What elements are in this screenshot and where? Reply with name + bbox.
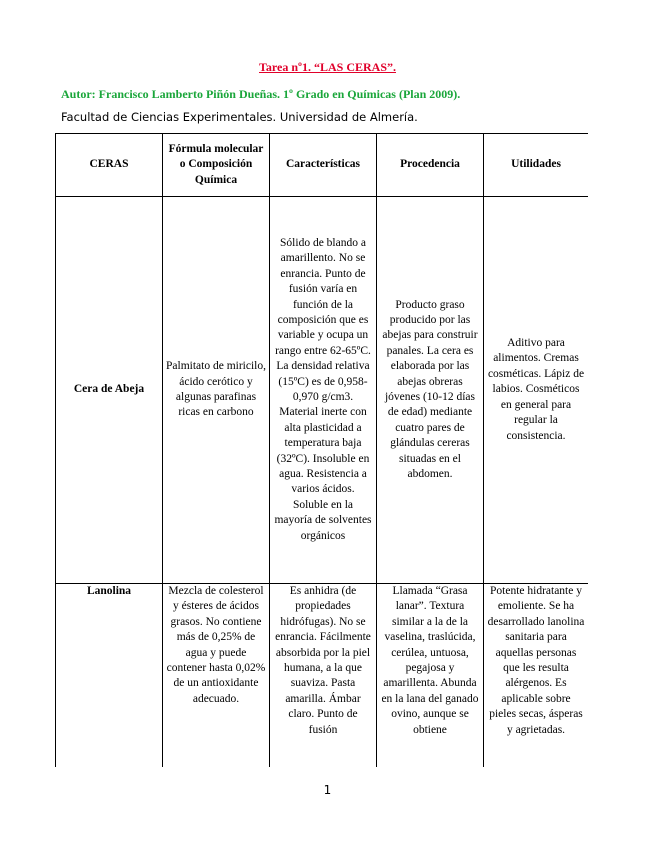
wax-uses: Aditivo para alimentos. Cremas cosméticas. Lápiz de labios. Cosméticos en general para regular la consistencia. <box>484 197 589 584</box>
wax-uses: Potente hidratante y emoliente. Se ha desarrollado lanolina sanitaria para aquellas personas que les resulta alérgenos. Es aplicable sobre pieles secas, ásperas y agrietadas. <box>484 584 589 768</box>
wax-origin: Llamada “Grasa lanar”. Textura similar a la de la vaselina, traslúcida, cerúlea, untuosa, pegajosa y amarillenta. Abunda en la lana del ganado ovino, aunque se obtiene <box>377 584 484 768</box>
waxes-table-container <box>55 133 588 767</box>
wax-formula: Palmitato de miricilo, ácido cerótico y algunas parafinas ricas en carbono <box>163 197 270 584</box>
wax-origin: Producto graso producido por las abejas para construir panales. La cera es elaborada por las abejas obreras jóvenes (10-12 días de edad) mediante cuatro pares de glándulas cereras situadas en el abdomen. <box>377 197 484 584</box>
wax-characteristics: Es anhidra (de propiedades hidrófugas). No se enrancia. Fácilmente absorbida por la piel humana, a la que suaviza. Pasta amarilla. Ámbar claro. Punto de fusión <box>270 584 377 768</box>
header-ceras: CERAS <box>56 134 163 197</box>
faculty-line: Facultad de Ciencias Experimentales. Universidad de Almería. <box>61 110 418 124</box>
document-title: Tarea nº1. “LAS CERAS”. <box>259 60 396 74</box>
table-header-row <box>56 134 589 197</box>
table-row <box>56 584 589 768</box>
page-number: 1 <box>323 783 332 797</box>
header-utilidades: Utilidades <box>484 134 589 197</box>
header-procedencia: Procedencia <box>377 134 484 197</box>
wax-name: Lanolina <box>56 584 163 768</box>
table-row <box>56 197 589 584</box>
header-caracteristicas: Características <box>270 134 377 197</box>
header-formula: Fórmula molecular o Composición Química <box>163 134 270 197</box>
wax-characteristics: Sólido de blando a amarillento. No se enrancia. Punto de fusión varía en función de la composición que es variable y ocupa un rango entre 62-65ºC. La densidad relativa (15ºC) es de 0,958-0,970 g/cm3. Material inerte con alta plasticidad a temperatura baja (32ºC). Insoluble en agua. Resistencia a varios ácidos. Soluble en la mayoría de solventes orgánicos <box>270 197 377 584</box>
wax-formula: Mezcla de colesterol y ésteres de ácidos grasos. No contiene más de 0,25% de agua y puede contener hasta 0,02% de un antioxidante adecuado. <box>163 584 270 768</box>
waxes-table <box>55 133 588 767</box>
wax-name: Cera de Abeja <box>56 197 163 584</box>
author-line: Autor: Francisco Lamberto Piñón Dueñas. 1º Grado en Químicas (Plan 2009). <box>61 87 461 101</box>
